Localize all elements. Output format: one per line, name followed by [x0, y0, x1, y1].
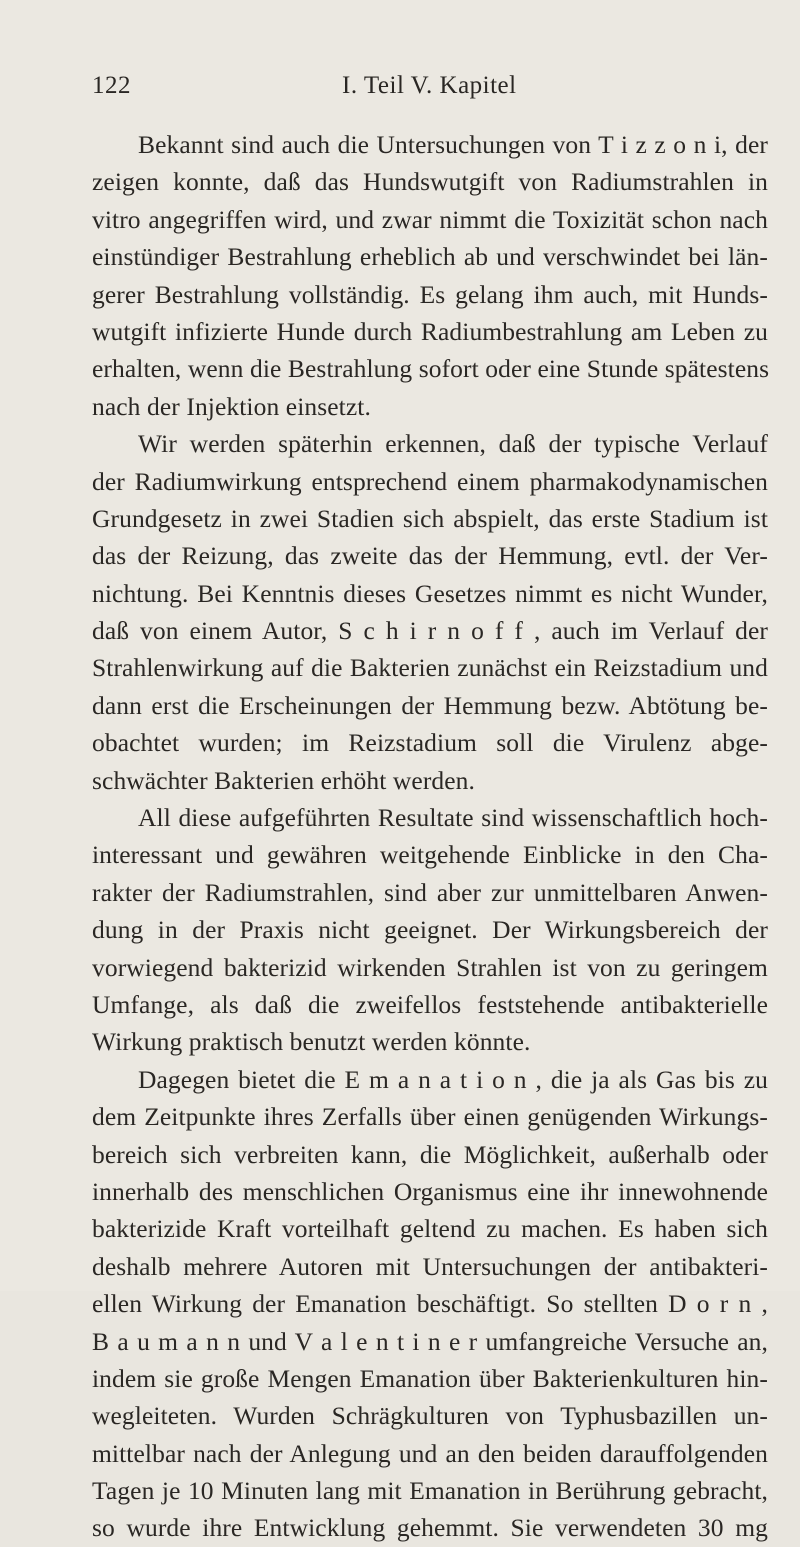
text-line: Strahlenwirkung auf die Bakterien zunächst ein Reizstadium und: [92, 653, 768, 683]
text-line: indem sie große Mengen Emanation über Bakterienkulturen hin-: [92, 1363, 768, 1393]
text-line: dung in der Praxis nicht geeignet. Der Wirkungsbereich der: [92, 915, 768, 945]
text-line: Bekannt sind auch die Untersuchungen von T i z z o n i, der: [138, 130, 768, 159]
text-line: dem Zeitpunkte ihres Zerfalls über einen genügenden Wirkungs-: [92, 1102, 768, 1132]
running-head: I. Teil V. Kapitel: [342, 72, 517, 99]
text-line: Grundgesetz in zwei Stadien sich abspielt, das erste Stadium ist: [92, 503, 768, 533]
text-line: ellen Wirkung der Emanation beschäftigt. So stellten D o r n ,: [92, 1289, 768, 1319]
text-line: vorwiegend bakterizid wirkenden Strahlen ist von zu geringem: [92, 952, 768, 982]
text-line: dann erst die Erscheinungen der Hemmung bezw. Abtötung be-: [92, 690, 768, 720]
text-line: nach der Injektion einsetzt.: [92, 391, 371, 421]
text-line: so wurde ihre Entwicklung gehemmt. Sie verwendeten 30 mg: [92, 1513, 768, 1543]
text-line: wutgift infizierte Hunde durch Radiumbestrahlung am Leben zu: [92, 316, 768, 346]
page-header: [92, 72, 732, 112]
text-line: All diese aufgeführten Resultate sind wissenschaftlich hoch-: [138, 803, 768, 833]
text-line: schwächter Bakterien erhöht werden.: [92, 765, 475, 795]
text-line: einstündiger Bestrahlung erheblich ab und verschwindet bei län-: [92, 242, 768, 272]
text-line: nichtung. Bei Kenntnis dieses Gesetzes nimmt es nicht Wunder,: [92, 578, 768, 608]
text-line: Tagen je 10 Minuten lang mit Emanation in Berührung gebracht,: [92, 1476, 768, 1506]
text-line: B a u m a n n und V a l e n t i n e r umfangreiche Versuche an,: [92, 1326, 768, 1356]
text-line: innerhalb des menschlichen Organismus eine ihr innewohnende: [92, 1176, 768, 1206]
text-line: Wir werden späterhin erkennen, daß der typische Verlauf: [138, 429, 768, 459]
body-text: [92, 126, 768, 1547]
text-line: vitro angegriffen wird, und zwar nimmt die Toxizität schon nach: [92, 204, 768, 234]
text-line: obachtet wurden; im Reizstadium soll die Virulenz abge-: [92, 728, 768, 758]
text-line: daß von einem Autor, S c h i r n o f f , auch im Verlauf der: [92, 616, 768, 646]
text-line: zeigen konnte, daß das Hundswutgift von Radiumstrahlen in: [92, 167, 768, 197]
text-line: interessant und gewähren weitgehende Einblicke in den Cha-: [92, 840, 768, 870]
text-line: mittelbar nach der Anlegung und an den beiden darauffolgenden: [92, 1438, 768, 1468]
text-line: bereich sich verbreiten kann, die Möglichkeit, außerhalb oder: [92, 1139, 768, 1169]
text-line: deshalb mehrere Autoren mit Untersuchungen der antibakteri-: [92, 1251, 768, 1281]
text-line: erhalten, wenn die Bestrahlung sofort oder eine Stunde spätestens: [92, 354, 770, 384]
text-line: Wirkung praktisch benutzt werden könnte.: [92, 1027, 531, 1057]
text-line: Dagegen bietet die E m a n a t i o n , die ja als Gas bis zu: [138, 1064, 768, 1094]
text-line: wegleiteten. Wurden Schrägkulturen von Typhusbazillen un-: [92, 1401, 768, 1431]
page-number: 122: [92, 72, 131, 99]
text-line: gerer Bestrahlung vollständig. Es gelang ihm auch, mit Hunds-: [92, 279, 768, 309]
text-line: bakterizide Kraft vorteilhaft geltend zu machen. Es haben sich: [92, 1214, 768, 1244]
text-line: Umfange, als daß die zweifellos feststehende antibakterielle: [92, 989, 768, 1019]
text-line: rakter der Radiumstrahlen, sind aber zur unmittelbaren Anwen-: [92, 877, 768, 907]
text-line: das der Reizung, das zweite das der Hemmung, evtl. der Ver-: [92, 541, 768, 571]
text-line: der Radiumwirkung entsprechend einem pharmakodynamischen: [92, 466, 768, 496]
